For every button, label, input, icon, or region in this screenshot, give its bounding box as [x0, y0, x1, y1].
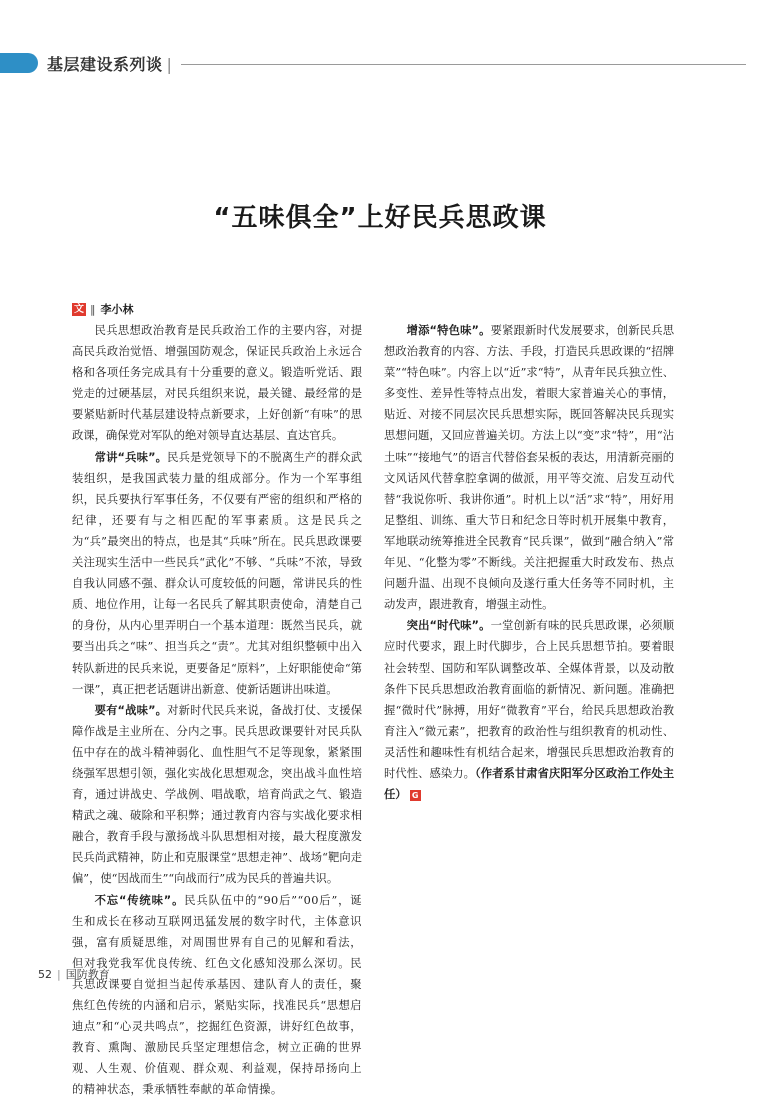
article-column-left	[72, 320, 362, 1100]
header-rule	[181, 64, 746, 65]
paragraph-lead: 常讲“兵味”。	[94, 450, 168, 464]
page-number: 52	[38, 968, 52, 981]
paragraph-intro	[72, 320, 362, 447]
author-affiliation: （作者系甘肃省庆阳军分区政治工作处主任）	[384, 766, 674, 802]
article-title: “五味俱全”上好民兵思政课	[213, 203, 547, 233]
section-accent-bar	[0, 53, 38, 73]
paragraph-lead: 不忘“传统味”。	[94, 893, 185, 907]
paragraph-text: 民兵队伍中的“90后”“00后”，诞生和成长在移动互联网迅猛发展的数字时代，主体意识强，富有质疑思维，对周围世界有自己的见解和看法，但对我党我军优良传统、红色文化感知没那么深切。民兵思政课要自觉担当起传承基因、建队育人的责任，聚焦红色传统的内涵和启示，紧贴实际，找准民兵“思想启迪点”和“心灵共鸣点”，挖掘红色资源，讲好红色故事，教育、熏陶、激励民兵坚定理想信念，树立正确的世界观、人生观、价值观、群众观、利益观，保持昂扬向上的精神状态，秉承牺牲奉献的革命情操。	[72, 893, 362, 1097]
paragraph-text: 对新时代民兵来说，备战打仗、支援保障作战是主业所在、分内之事。民兵思政课要针对民兵队伍中存在的战斗精神弱化、血性胆气不足等现象，紧紧围绕强军思想引领，强化实战化思想观念，突出战斗血性培育，通过讲战史、学战例、唱战歌，培育尚武之气、锻造精武之魂、破除和平积弊；通过教育内容与实战化要求相融合，教育手段与激扬战斗队思想相对接，最大程度激发民兵尚武精神，防止和克服课堂“思想走神”、战场“靶向走偏”，使“因战而生”“向战而行”成为民兵的普遍共识。	[72, 703, 362, 886]
paragraph-text: 民兵是党领导下的不脱离生产的群众武装组织，是我国武装力量的组成部分。作为一个军事组织，民兵要执行军事任务，不仅要有严密的组织和严格的纪律，还要有与之相匹配的军事素质。这是民兵之为“兵”最突出的特点，也是其“兵味”所在。民兵思政课要关注现实生活中一些民兵“武化”不够、“兵味”不浓，导致自我认同感不强、群众认可度较低的问题，常讲民兵的性质、地位作用，让每一名民兵了解其职责使命，清楚自己的身份，从内心里弄明白一个基本道理：既然当民兵，就要当出兵之“味”、担当兵之“责”。尤其对组织整顿中出入转队新进的民兵来说，更要备足“原料”，上好职能使命“第一课”，真正把老话题讲出新意、使新话题讲出味道。	[72, 450, 362, 696]
end-of-article-mark: G	[410, 790, 421, 801]
paragraph-chuan-tong-wei	[72, 890, 362, 1100]
section-title	[47, 52, 172, 75]
author-name: 李小林	[100, 303, 134, 316]
page-footer	[38, 966, 110, 982]
footer-separator: |	[57, 968, 61, 981]
publication-name: 国防教育	[65, 968, 110, 981]
paragraph-bing-wei	[72, 447, 362, 700]
section-title-separator: |	[166, 55, 173, 74]
article-column-right	[384, 320, 674, 805]
paragraph-shi-dai-wei	[384, 615, 674, 805]
byline-separator: ‖	[90, 302, 96, 316]
paragraph-zhan-wei	[72, 700, 362, 890]
paragraph-te-se-wei	[384, 320, 674, 615]
paragraph-text: 民兵思想政治教育是民兵政治工作的主要内容，对提高民兵政治觉悟、增强国防观念，保证民兵政治上永远合格和各项任务完成具有十分重要的意义。锻造听党话、跟党走的过硬基层，对民兵组织来说，最关键、最经常的是要紧贴新时代基层建设特点新要求，上好创新“有味”的思政课，确保党对军队的绝对领导直达基层、直达官兵。	[72, 324, 362, 443]
paragraph-text: 一堂创新有味的民兵思政课，必须顺应时代要求，跟上时代脚步，合上民兵思想节拍。要着眼社会转型、国防和军队调整改革、全媒体背景，以及动散条件下民兵思想政治教育面临的新情况、新问题。准确把握“微时代”脉搏，用好“微教育”平台，给民兵思想政治教育注入“微元素”，把教育的政治性与组织教育的机动性、灵活性和趣味性有机结合起来，增强民兵思想政治教育的时代性、感染力。	[384, 619, 674, 780]
byline	[72, 301, 134, 317]
paragraph-text: 要紧跟新时代发展要求，创新民兵思想政治教育的内容、方法、手段，打造民兵思政课的“招牌菜”“特色味”。内容上以“近”求“特”，从青年民兵独立性、多变性、差异性等特点出发，着眼大家普遍关心的事情，贴近、对接不同层次民兵思想实际，既回答解决民兵现实思想问题，又回应普遍关切。方法上以“变”求“特”，用“沾土味”“接地气”的语言代替俗套呆板的表达，用清新亮丽的文风话风代替拿腔拿调的做派，用平等交流、启发互动代替“我说你听、我讲你通”。时机上以“活”求“特”，用好用足整组、训练、重大节日和纪念日等时机开展集中教育，军地联动统筹推进全民教育“民兵课”，做到“融合纳入”常年见、“化整为零”不断线。关注把握重大时政发布、热点问题升温、出现不良倾向及遂行重大任务等不同时机，主动发声，跟进教育，增强主动性。	[384, 324, 674, 612]
section-title-text: 基层建设系列谈	[47, 55, 163, 74]
paragraph-lead: 突出“时代味”。	[406, 619, 491, 633]
paragraph-lead: 要有“战味”。	[94, 703, 168, 717]
paragraph-lead: 增添“特色味”。	[406, 324, 491, 337]
byline-tag: 文	[74, 303, 84, 315]
